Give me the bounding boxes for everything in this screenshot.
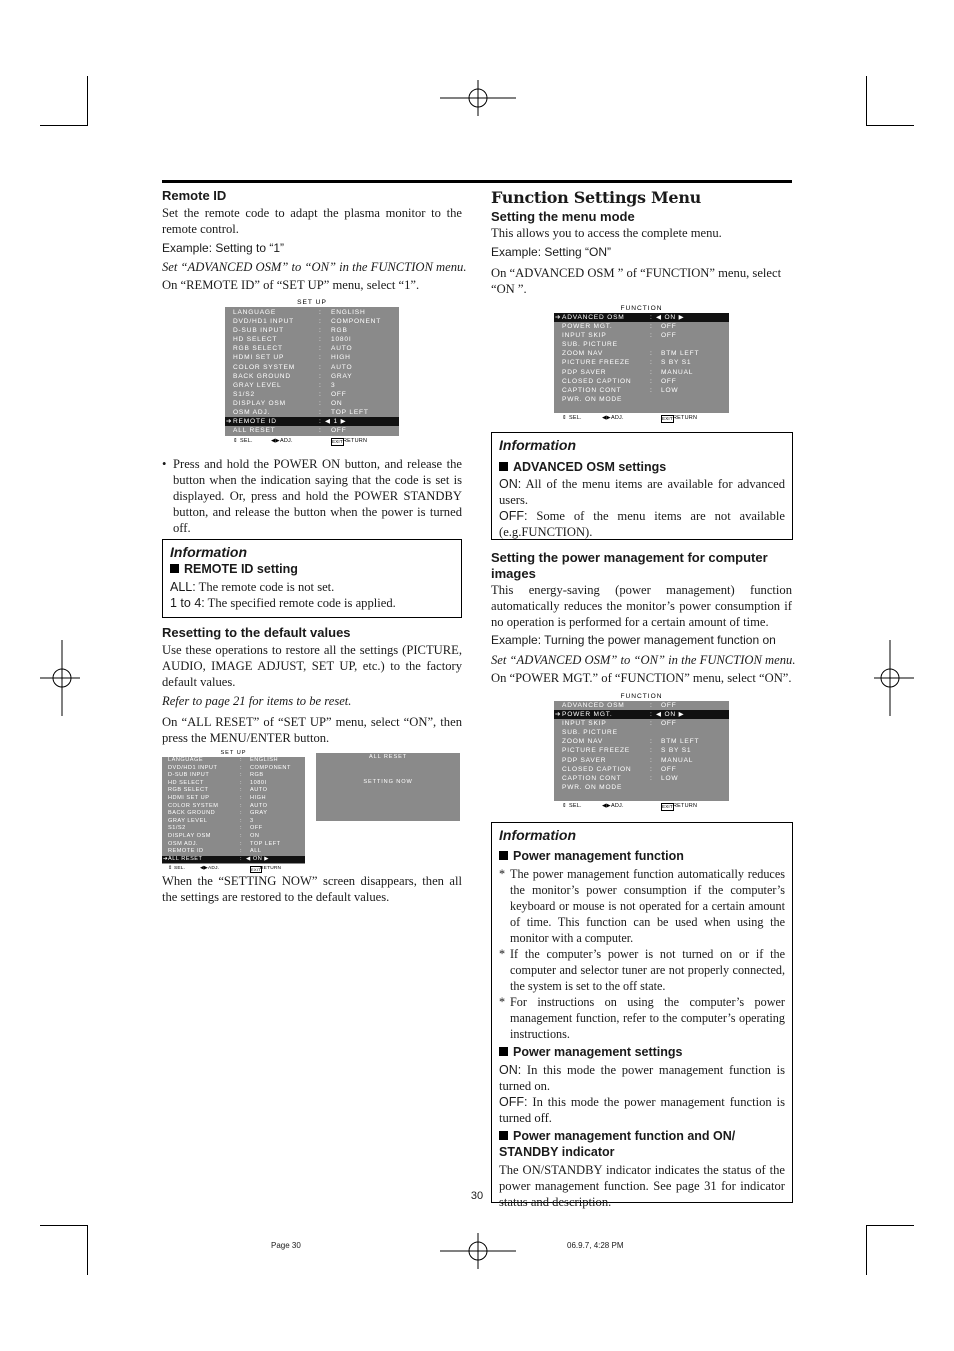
updown-icon: ⇕ <box>168 866 173 871</box>
menu-mode-description: This allows you to access the complete menu. <box>491 226 722 240</box>
square-bullet-icon <box>499 462 508 471</box>
osd-row: DISPLAY OSM : ON <box>168 832 260 839</box>
osd-footer: ⇕ SEL. ◀▶ ADJ. EXIT RETURN <box>554 413 729 423</box>
info-bullet-heading: Power management function and ON/ STANDBY indicator <box>499 1129 736 1159</box>
osd-row-selected: ➔ ADVANCED OSM : ◀ ON ▶ <box>554 313 729 322</box>
power-management-on: On “POWER MGT.” of “FUNCTION” menu, select “ON”. <box>491 671 792 685</box>
remote-id-example: Example: Setting to “1” <box>162 241 285 255</box>
osd-title: FUNCTION <box>554 304 729 313</box>
crop-mark <box>866 76 867 126</box>
osd-row: SUB. PICTURE <box>562 729 618 737</box>
osd-row: INPUT SKIP : OFF <box>562 332 677 340</box>
osd-row: HD SELECT : 1080I <box>233 336 352 344</box>
osd-row: PDP SAVER : MANUAL <box>562 368 694 376</box>
remote-id-bullet: • Press and hold the POWER ON button, and release the button when the indication saying that the code is set is displayed. Or, press and hold the POWER STANDBY button, and release the button when the power is turned off. <box>162 457 462 535</box>
osd-row: OSM ADJ. : TOP LEFT <box>233 409 369 417</box>
leftright-icon: ◀▶ <box>602 803 611 809</box>
osd-row: SUB. PICTURE <box>562 341 618 349</box>
osd-row: BACK GROUND : GRAY <box>233 372 353 380</box>
crop-mark <box>866 1225 867 1275</box>
osd-function-power-mgt <box>554 692 729 811</box>
osd-row: D-SUB INPUT : RGB <box>168 772 264 779</box>
osd-setup-all-reset <box>162 749 305 873</box>
arrow-right-icon: ➔ <box>555 314 562 321</box>
osd-footer: ⇕ SEL. ◀▶ ADJ. EXIT RETURN <box>554 801 729 811</box>
osd-row: DVD/HD1 INPUT : COMPONENT <box>168 764 291 771</box>
osd-row: DVD/HD1 INPUT : COMPONENT <box>233 318 382 326</box>
osd-row: POWER MGT. : OFF <box>562 323 677 331</box>
osd-title: SET UP <box>162 749 305 757</box>
crop-mark <box>40 1225 88 1226</box>
after-reset-text: When the “SETTING NOW” screen disappears, then all the settings are restored to the default values. <box>162 874 462 904</box>
osd-row: CLOSED CAPTION : OFF <box>562 377 677 385</box>
all-reset-line: On “ALL RESET” of “SET UP” menu, select “ON”, then press the MENU/ENTER button. <box>162 715 462 745</box>
osd-row: CAPTION CONT : LOW <box>562 386 679 394</box>
osd-footer: ⇕ SEL. ◀▶ ADJ. EXIT RETURN <box>225 436 399 446</box>
osd-row: BACK GROUND : GRAY <box>168 810 268 817</box>
square-bullet-icon <box>170 564 179 573</box>
crop-mark <box>87 1225 88 1275</box>
arrow-right-icon: ➔ <box>226 418 233 426</box>
page-number: 30 <box>470 1190 484 1202</box>
registration-mark-icon <box>440 80 516 116</box>
page-title: Function Settings Menu <box>491 188 701 207</box>
remote-id-set-line: Set “ADVANCED OSM” to “ON” in the FUNCTION menu. <box>162 260 467 274</box>
osd-title: ALL RESET <box>368 754 408 760</box>
osd-row: ADVANCED OSM : OFF <box>562 702 677 709</box>
info-bullet-heading: ADVANCED OSM settings <box>499 459 785 475</box>
osd-footer: ⇕ SEL. ◀▶ ADJ. EXIT RETURN <box>162 864 305 873</box>
remote-id-description: Set the remote code to adapt the plasma monitor to the remote control. <box>162 206 462 236</box>
arrow-right-icon: ➔ <box>555 711 562 719</box>
top-rule <box>162 180 792 183</box>
info-standby-description: The ON/STANDBY indicator indicates the status of the power management function. See page 31 for indicator status and description. <box>499 1163 785 1209</box>
osd-setting-now <box>316 753 460 821</box>
info-off-line: OFF: Some of the menu items are not available (e.g.FUNCTION). <box>499 509 785 539</box>
osd-row: HDMI SET UP : HIGH <box>233 354 351 362</box>
osd-row-selected: ➔ REMOTE ID : ◀ 1 ▶ <box>225 417 399 426</box>
osd-row: RGB SELECT : AUTO <box>168 787 268 794</box>
updown-icon: ⇕ <box>562 415 567 421</box>
crop-mark <box>87 76 88 126</box>
osd-row: S1/S2 : OFF <box>168 825 263 832</box>
reset-refer: Refer to page 21 for items to be reset. <box>162 694 352 708</box>
osd-row: CAPTION CONT : LOW <box>562 774 679 782</box>
osd-row: COLOR SYSTEM : AUTO <box>233 363 353 371</box>
leftright-icon: ◀▶ <box>602 415 611 421</box>
osd-row-selected: ➔ ALL RESET : ◀ ON ▶ <box>162 856 305 864</box>
info-box-power-management <box>491 822 793 1209</box>
osd-row: PWR. ON MODE <box>562 783 623 791</box>
reset-description: Use these operations to restore all the settings (PICTURE, AUDIO, IMAGE ADJUST, SET UP, etc.) to the factory default values. <box>162 643 462 689</box>
osd-setup-remote-id <box>225 298 399 446</box>
info-all-line: ALL: The remote code is not set. <box>170 580 335 594</box>
reset-heading: Resetting to the default values <box>162 625 351 640</box>
power-management-set: Set “ADVANCED OSM” to “ON” in the FUNCTION menu. <box>491 653 796 667</box>
registration-mark-icon <box>870 640 914 716</box>
info-title: Information <box>499 437 576 453</box>
osd-row: PWR. ON MODE <box>562 395 623 403</box>
updown-icon: ⇕ <box>233 438 238 444</box>
info-box-remote-id <box>162 539 462 618</box>
osd-function-advanced <box>554 304 729 423</box>
osd-row: REMOTE ID : ALL <box>168 848 262 855</box>
osd-row: D-SUB INPUT : RGB <box>233 327 348 335</box>
crop-mark <box>40 125 88 126</box>
osd-row: INPUT SKIP : OFF <box>562 720 677 728</box>
crop-mark <box>866 125 914 126</box>
info-note: * The power management function automatically reduces the monitor’s power consumption if the computer’s keyboard or mouse is not operated for a certain amount of time. This function can be used when using the monitor with a computer. <box>499 866 785 946</box>
square-bullet-icon <box>499 1131 508 1140</box>
osd-row: LANGUAGE : ENGLISH <box>168 757 279 763</box>
leftright-icon: ◀▶ <box>271 438 280 444</box>
menu-mode-heading: Setting the menu mode <box>491 209 635 224</box>
remote-id-on-line: On “REMOTE ID” of “SET UP” menu, select “1”. <box>162 278 420 292</box>
info-note: * For instructions on using the computer’s power management function, refer to the computer’s operating instructions. <box>499 994 785 1042</box>
square-bullet-icon <box>499 851 508 860</box>
osd-row: RGB SELECT : AUTO <box>233 345 353 353</box>
osd-row: OSM ADJ. : TOP LEFT <box>168 840 281 847</box>
power-management-description: This energy-saving (power management) function automatically reduces the monitor’s power consumption if no operation is performed for a certain amount of time. <box>491 583 792 629</box>
osd-row: CLOSED CAPTION : OFF <box>562 765 677 773</box>
osd-row: HD SELECT : 1080I <box>168 779 267 786</box>
info-off-line: OFF: In this mode the power management function is turned off. <box>499 1095 785 1125</box>
registration-mark-icon <box>440 1233 516 1269</box>
info-1to4-line: 1 to 4: The specified remote code is applied. <box>170 596 396 610</box>
osd-row: HDMI SET UP : HIGH <box>168 794 266 801</box>
registration-mark-icon <box>40 640 80 716</box>
osd-row: GRAY LEVEL : 3 <box>168 817 254 824</box>
power-management-heading: Setting the power management for computer images <box>491 550 768 581</box>
menu-mode-example: Example: Setting “ON” <box>491 245 612 259</box>
osd-title: SET UP <box>225 298 399 307</box>
updown-icon: ⇕ <box>562 803 567 809</box>
osd-row: ZOOM NAV : BTM LEFT <box>562 350 700 358</box>
info-title: Information <box>170 544 247 560</box>
osd-row: DISPLAY OSM : ON <box>233 399 343 407</box>
osd-row: COLOR SYSTEM : AUTO <box>168 802 268 809</box>
osd-row: GRAY LEVEL : 3 <box>233 381 336 389</box>
info-bullet-heading: Power management function <box>499 848 785 864</box>
info-title: Information <box>499 827 576 843</box>
info-on-line: ON: All of the menu items are available for advanced users. <box>499 477 785 507</box>
arrow-right-icon: ➔ <box>163 855 169 862</box>
osd-row: ZOOM NAV : BTM LEFT <box>562 738 700 746</box>
osd-row: LANGUAGE : ENGLISH <box>233 309 366 316</box>
info-on-line: ON: In this mode the power management function is turned on. <box>499 1063 785 1093</box>
bullet-dot: • <box>162 457 167 471</box>
info-bullet-heading: REMOTE ID setting <box>170 561 454 577</box>
osd-title: FUNCTION <box>554 692 729 701</box>
remote-id-heading: Remote ID <box>162 188 227 203</box>
osd-row: PICTURE FREEZE : S BY S1 <box>562 747 692 755</box>
osd-row: S1/S2 : OFF <box>233 390 347 398</box>
info-box-advanced-osm <box>491 432 793 540</box>
osd-row-selected: ➔ POWER MGT. : ◀ ON ▶ <box>554 710 729 719</box>
osd-row: ALL RESET : OFF <box>233 427 347 435</box>
advanced-osm-line: On “ADVANCED OSM ” of “FUNCTION” menu, select “ON ”. <box>491 266 782 296</box>
footer-timestamp: 06.9.7, 4:28 PM <box>567 1241 624 1250</box>
info-bullet-heading: Power management settings <box>499 1044 785 1060</box>
square-bullet-icon <box>499 1047 508 1056</box>
crop-mark <box>866 1225 914 1226</box>
osd-row: PDP SAVER : MANUAL <box>562 756 694 764</box>
leftright-icon: ◀▶ <box>200 866 208 871</box>
osd-row: PICTURE FREEZE : S BY S1 <box>562 359 692 367</box>
info-note: * If the computer’s power is not turned on or if the computer and selector tuner are not properly connected, the system is set to the off state. <box>499 946 785 994</box>
power-management-example: Example: Turning the power management function on <box>491 633 776 647</box>
footer-page-label: Page 30 <box>271 1241 301 1250</box>
osd-message: SETTING NOW <box>363 779 413 785</box>
